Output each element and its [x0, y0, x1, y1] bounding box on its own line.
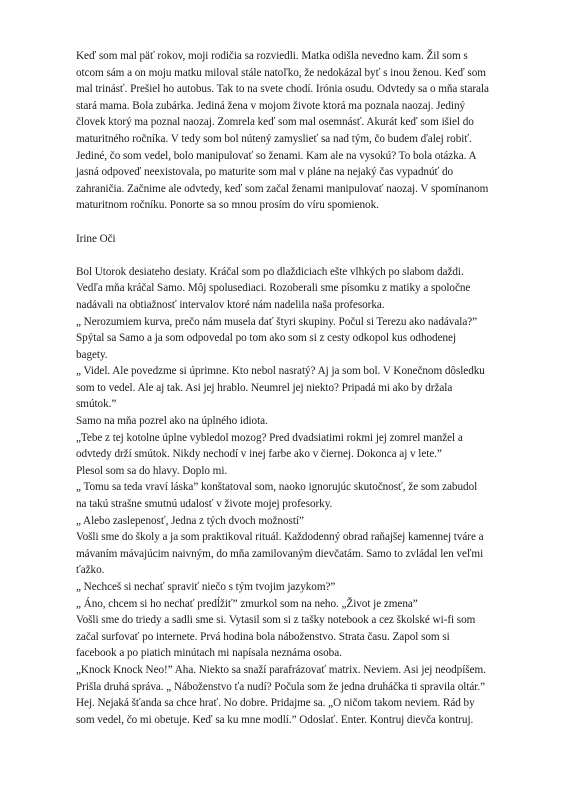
body-paragraph: „ Nerozumiem kurva, prečo nám musela dať štyri skupiny. Počul si Terezu ako nadávala?”: [76, 315, 478, 328]
body-paragraph: „ Alebo zaslepenosť, Jedna z tých dvoch možností”: [76, 514, 304, 527]
body-paragraph: „Tebe z tej kotolne úplne vybledol mozog? Pred dvadsiatimi rokmi jej zomrel manžel a odvtedy drží smútok. Nikdy nechodí v inej farbe ako v čiernej. Dokonca aj v lete.”: [76, 431, 463, 461]
paragraph-gap: [76, 214, 490, 231]
body-paragraph: Spýtal sa Samo a ja som odpovedal po tom ako som si z cesty odkopol kus odhodenej bagety.: [76, 332, 457, 361]
body-paragraph: „ Nechceš si nechať spraviť niečo s tým tvojim jazykom?”: [76, 581, 336, 593]
intro-paragraph: Keď som mal päť rokov, moji rodičia sa rozviedli. Matka odišla nevedno kam. Žil som s otcom sám a on moju matku miloval stále natoľko, že nedokázal byť s inou ženou. Keď som mal trinásť. Prešiel ho autobus. Tak to na svete chodí. Irónia osudu. Odvtedy sa o mňa starala stará mama. Bola zubárka. Jediná žena v mojom živote ktorá ma poznala naozaj. Jediný človek ktorý ma poznal naozaj. Zomrela keď som mal osemnásť. Akurát keď som išiel do maturitného ročníka. V tedy som bol nútený zamyslieť sa nad tým, čo budem ďalej robiť. Jediné, čo som vedel, bolo manipulovať so ženami. Kam ale na vysokú? To bola otázka. A jasná odpoveď neexistovala, po maturite som mal v pláne na nejaký čas vypadnúť do zahraničia. Začnime ale odvtedy, keď som začal ženami manipulovať naozaj. V spomínanom maturitnom ročníku. Ponorte sa so mnou prosím do víru spomienok.: [76, 50, 489, 212]
body-paragraph: „ Áno, chcem si ho nechať predĺžiť” zmurkol som na neho. „Život je zmena”: [76, 597, 418, 610]
body-paragraph: Vošli sme do školy a ja som praktikoval rituál. Každodenný obrad raňajšej kamennej tváre a mávaním mávajúcim naivným, do mňa zamilovaným dievčatám. Samo to zvládal len veľmi ťažko.: [76, 531, 484, 577]
body-paragraph: Samo na mňa pozrel ako na úplného idiota.: [76, 415, 268, 428]
body-paragraph: Hej. Nejaká šťanda sa chce hrať. No dobre. Pridajme sa. „O ničom takom neviem. Rád by som vedel, čo mi obetuje. Keď sa ku mne modlí.” Odoslať. Enter. Kontruj dievča kontruj.: [76, 697, 475, 726]
body-paragraph: „Knock Knock Neo!” Aha. Niekto sa snaží parafrázovať matrix. Neviem. Asi jej neodpíšem. Prišla druhá správa. „ Náboženstvo ťa nudí? Počula som že jedna druháčka ti spravila oltár.”: [76, 663, 486, 693]
chapter-heading: Irine Oči: [76, 232, 116, 245]
body-paragraph: „ Videl. Ale povedzme si úprimne. Kto nebol nasratý? Aj ja som bol. V Konečnom dôsledku som to vedel. Ale aj tak. Asi jej hrablo. Neumrel jej niekto? Pripadá mi ako by držala smútok.”: [76, 365, 485, 411]
body-paragraph: Vošli sme do triedy a sadli sme si. Vytasil som si z tašky notebook a cez školské wi-fi som začal surfovať po internete. Prvá hodina bola náboženstvo. Strata času. Zapol som si facebook a po piatich minútach mi napísala neznáma osoba.: [76, 614, 476, 660]
paragraph-gap: [76, 247, 490, 264]
document-page: [76, 48, 490, 728]
body-paragraph: „ Tomu sa teda vraví láska” konštatoval som, naoko ignorujúc skutočnosť, že som zabudol na takú strašne smutnú udalosť v živote mojej profesorky.: [76, 481, 478, 511]
body-paragraph: Bol Utorok desiateho desiaty. Kráčal som po dlaždiciach ešte vlhkých po slabom daždi. Vedľa mňa kráčal Samo. Môj spolusediaci. Rozoberali sme písomku z matiky a spoločne nadávali na obtiažnosť intervalov ktoré nám nadelila naša profesorka.: [76, 265, 471, 311]
body-paragraph: Plesol som sa do hlavy. Doplo mi.: [76, 464, 228, 477]
